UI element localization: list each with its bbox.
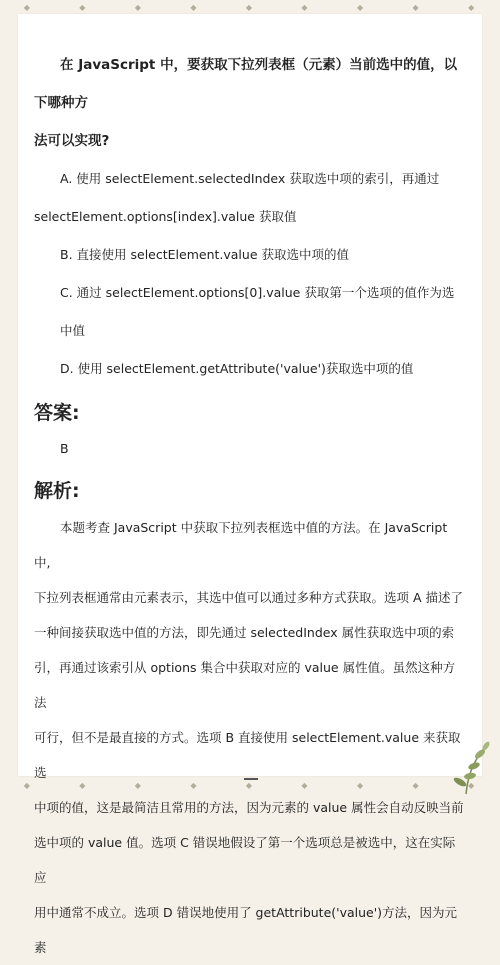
option-a: A. 使用 selectElement.selectedIndex 获取选中项的索引，再通过 [60,171,440,186]
document-page [18,14,482,955]
question-text-continued [34,122,466,160]
document-content [34,46,466,965]
question-text [34,46,466,122]
answer-value: B [60,441,69,456]
top-border-decoration: ◆ ◆ ◆ ◆ ◆ ◆ ◆ ◆ ◆ [23,2,477,12]
question-line-1: 在 JavaScript 中，要获取下拉列表框（元素）当前选中的值，以下哪种方 [34,57,458,111]
analysis-heading: 解析: [34,480,80,502]
analysis-line: 选中项的 value 值。选项 C 错误地假设了第一个选项总是被选中，这在实际应 [34,835,456,885]
question-line-2: 法可以实现? [34,133,110,149]
analysis-line: 本题考查 JavaScript 中获取下拉列表框选中值的方法。在 JavaScript 中, [34,520,448,570]
analysis-line: 下拉列表框通常由元素表示，其选中值可以通过多种方式获取。选项 A 描述了 [34,590,463,605]
bottom-border-decoration: ◆ ◆ ◆ ◆ ◆ ◆ ◆ ◆ ◆ [23,780,477,790]
option-b: B. 直接使用 selectElement.value 获取选中项的值 [60,247,349,262]
analysis-line: 引，再通过该索引从 options 集合中获取对应的 value 属性值。虽然这种方法 [34,660,456,710]
option-d: D. 使用 selectElement.getAttribute('value')获取选中项的值 [60,361,414,376]
option-a-continued: selectElement.options[index].value 获取值 [34,209,297,224]
answer-heading: 答案: [34,402,80,424]
analysis-line: 可行，但不是最直接的方式。选项 B 直接使用 selectElement.value 来获取选 [34,730,461,780]
option-c: C. 通过 selectElement.options[0].value 获取第一个选项的值作为选中值 [60,285,455,338]
analysis-line: 中项的值，这是最简洁且常用的方法，因为元素的 value 属性会自动反映当前 [34,800,464,815]
analysis-line: 一种间接获取选中值的方法，即先通过 selectedIndex 属性获取选中项的索 [34,625,455,640]
analysis-line: 用中通常不成立。选项 D 错误地使用了 getAttribute('value')方法，因为元素 [34,905,458,955]
analysis-body [34,510,466,965]
